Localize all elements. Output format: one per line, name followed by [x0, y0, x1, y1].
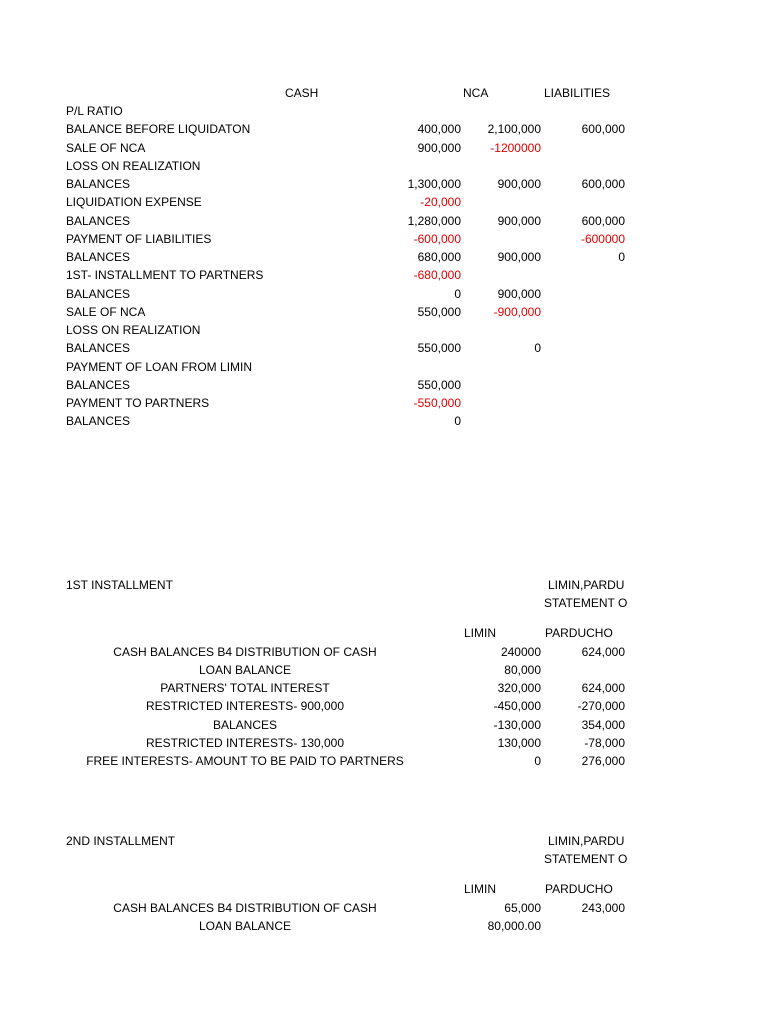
section-row-label: LOAN BALANCE	[198, 663, 292, 677]
cash-value: -680,000	[413, 268, 461, 282]
cash-value: 550,000	[417, 341, 461, 355]
parducho-value: 354,000	[581, 718, 625, 732]
cash-value: 680,000	[417, 250, 461, 264]
cash-value: 0	[454, 287, 461, 301]
section-row-label: CASH BALANCES B4 DISTRIBUTION OF CASH	[113, 645, 377, 659]
row-label: SALE OF NCA	[66, 305, 146, 319]
statement-title-line-1: LIMIN,PARDU	[548, 578, 625, 592]
nca-value: 900,000	[497, 287, 541, 301]
parducho-value: 243,000	[581, 901, 625, 915]
nca-value: 2,100,000	[487, 122, 541, 136]
liabilities-value: -600000	[580, 232, 625, 246]
row-label: PAYMENT OF LOAN FROM LIMIN	[66, 360, 253, 374]
row-label: BALANCES	[66, 414, 131, 428]
header-nca: NCA	[463, 86, 489, 100]
parducho-value: -270,000	[577, 699, 625, 713]
section-row-label: BALANCES	[212, 718, 278, 732]
row-label: LOSS ON REALIZATION	[66, 323, 201, 337]
row-label: P/L RATIO	[66, 104, 123, 118]
section-row-label: LOAN BALANCE	[198, 919, 292, 933]
section-title: 2ND INSTALLMENT	[66, 834, 176, 848]
limin-value: 130,000	[497, 736, 541, 750]
row-label: PAYMENT TO PARTNERS	[66, 396, 210, 410]
column-header-parducho: PARDUCHO	[545, 626, 613, 640]
parducho-value: 276,000	[581, 754, 625, 768]
nca-value: 900,000	[497, 214, 541, 228]
limin-value: 0	[534, 754, 541, 768]
row-label: BALANCE BEFORE LIQUIDATON	[66, 122, 251, 136]
limin-value: 80,000.00	[487, 919, 541, 933]
cash-value: 1,300,000	[407, 177, 461, 191]
nca-value: 900,000	[497, 250, 541, 264]
column-header-limin: LIMIN	[464, 626, 497, 640]
row-label: BALANCES	[66, 287, 131, 301]
cash-value: -20,000	[420, 195, 461, 209]
row-label: 1ST- INSTALLMENT TO PARTNERS	[66, 268, 264, 282]
cash-value: -550,000	[413, 396, 461, 410]
nca-value: 0	[534, 341, 541, 355]
statement-title-line-1: LIMIN,PARDU	[548, 834, 625, 848]
row-label: PAYMENT OF LIABILITIES	[66, 232, 212, 246]
limin-value: 65,000	[504, 901, 541, 915]
section-row-label: RESTRICTED INTERESTS- 130,000	[145, 736, 345, 750]
cash-value: 900,000	[417, 141, 461, 155]
row-label: LOSS ON REALIZATION	[66, 159, 201, 173]
limin-value: 320,000	[497, 681, 541, 695]
limin-value: 80,000	[504, 663, 541, 677]
cash-value: 400,000	[417, 122, 461, 136]
column-header-limin: LIMIN	[464, 882, 497, 896]
row-label: BALANCES	[66, 250, 131, 264]
row-label: BALANCES	[66, 177, 131, 191]
row-label: BALANCES	[66, 341, 131, 355]
section-row-label: CASH BALANCES B4 DISTRIBUTION OF CASH	[113, 901, 377, 915]
statement-title-line-2: STATEMENT O	[544, 852, 628, 866]
row-label: LIQUIDATION EXPENSE	[66, 195, 202, 209]
liabilities-value: 600,000	[581, 214, 625, 228]
header-cash: CASH	[285, 86, 319, 100]
liabilities-value: 600,000	[581, 122, 625, 136]
header-liabilities: LIABILITIES	[544, 86, 611, 100]
nca-value: -900,000	[493, 305, 541, 319]
parducho-value: 624,000	[581, 645, 625, 659]
cash-value: 1,280,000	[407, 214, 461, 228]
cash-value: 550,000	[417, 305, 461, 319]
column-header-parducho: PARDUCHO	[545, 882, 613, 896]
section-row-label: FREE INTERESTS- AMOUNT TO BE PAID TO PARTNERS	[86, 754, 404, 768]
limin-value: -130,000	[493, 718, 541, 732]
nca-value: -1200000	[490, 141, 541, 155]
section-row-label: RESTRICTED INTERESTS- 900,000	[145, 699, 345, 713]
cash-value: 550,000	[417, 378, 461, 392]
section-row-label: PARTNERS' TOTAL INTEREST	[160, 681, 330, 695]
parducho-value: 624,000	[581, 681, 625, 695]
limin-value: 240000	[500, 645, 541, 659]
row-label: BALANCES	[66, 378, 131, 392]
nca-value: 900,000	[497, 177, 541, 191]
cash-value: -600,000	[413, 232, 461, 246]
liabilities-value: 600,000	[581, 177, 625, 191]
row-label: BALANCES	[66, 214, 131, 228]
statement-title-line-2: STATEMENT O	[544, 596, 628, 610]
cash-value: 0	[454, 414, 461, 428]
section-title: 1ST INSTALLMENT	[66, 578, 173, 592]
parducho-value: -78,000	[584, 736, 625, 750]
row-label: SALE OF NCA	[66, 141, 146, 155]
liabilities-value: 0	[618, 250, 625, 264]
limin-value: -450,000	[493, 699, 541, 713]
